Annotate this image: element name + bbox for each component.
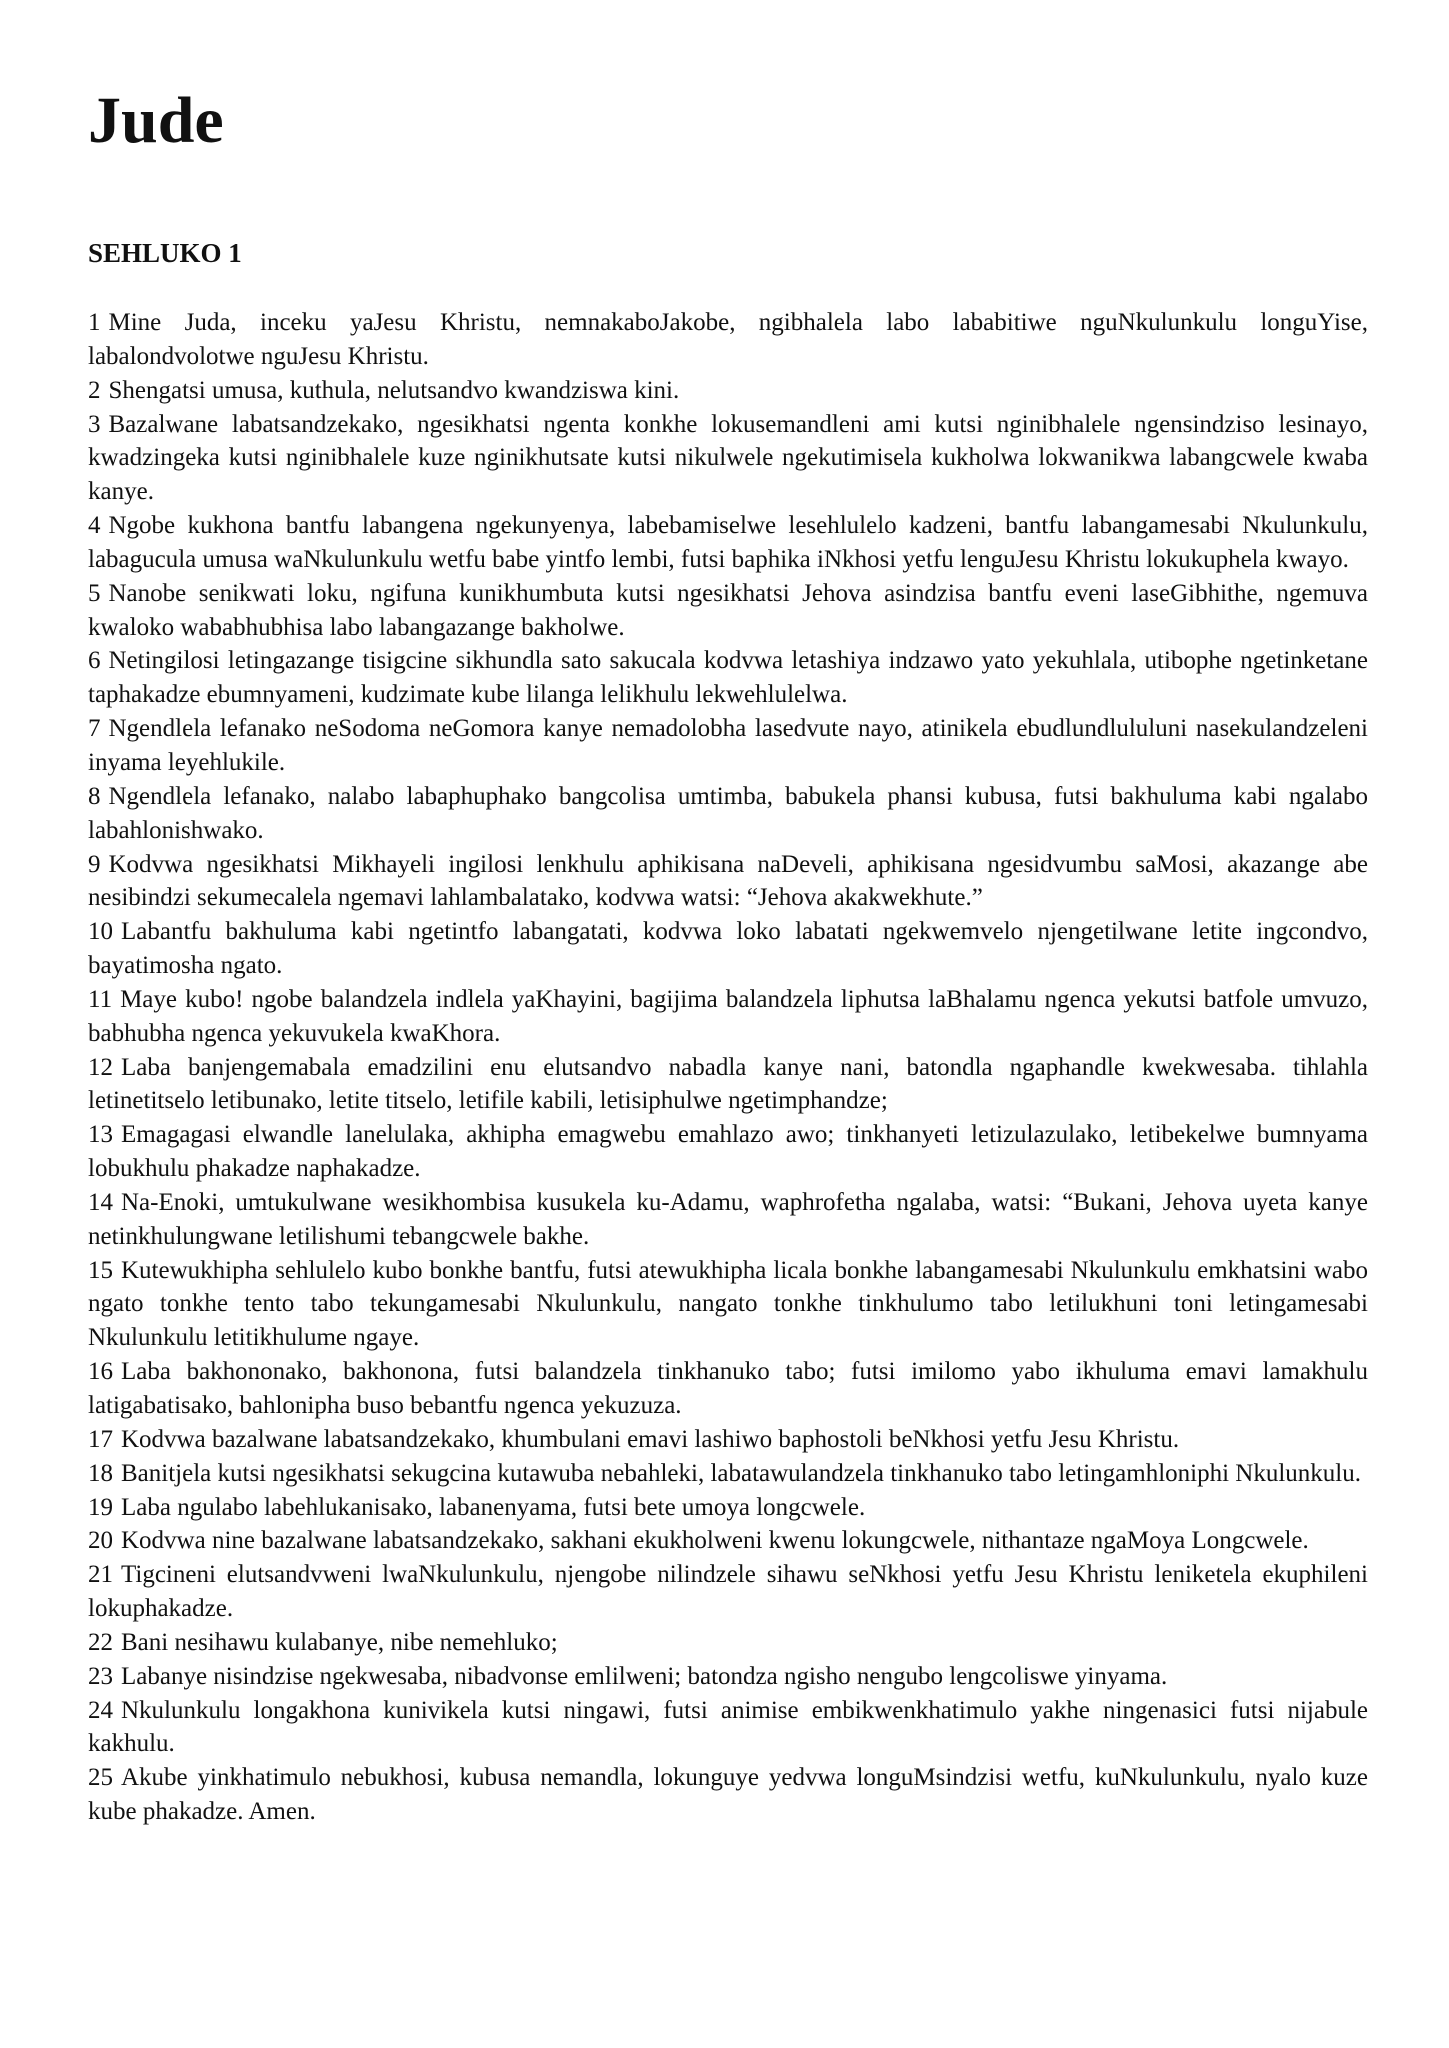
verse-text: Labantfu bakhuluma kabi ngetintfo labangatati, kodvwa loko labatati ngekwemvelo njengetilwane letite ingcondvo, bayatimosha ngato. xyxy=(88,918,1368,980)
verse-text: Shengatsi umusa, kuthula, nelutsandvo kwandziswa kini. xyxy=(108,376,680,404)
verse-text: Mine Juda, inceku yaJesu Khristu, nemnakaboJakobe, ngibhalela labo lababitiwe nguNkulunkulu longuYise, labalondvolotwe nguJesu Khristu. xyxy=(88,309,1368,370)
verse-list xyxy=(88,306,1368,1829)
verse-17 xyxy=(88,1423,1368,1457)
verse-1 xyxy=(88,306,1368,374)
verse-text: Ngendlela lefanako neSodoma neGomora kanye nemadolobha lasedvute nayo, atinikela ebudlundlululuni nasekulandzeleni inyama leyehlukile. xyxy=(88,715,1368,776)
verse-15 xyxy=(88,1254,1368,1356)
verse-number: 19 xyxy=(88,1493,113,1521)
verse-text: Banitjela kutsi ngesikhatsi sekugcina kutawuba nebahleki, labatawulandzela tinkhanuko tabo letingamhloniphi Nkulunkulu. xyxy=(121,1459,1361,1487)
verse-number: 14 xyxy=(88,1188,113,1216)
verse-text: Kodvwa ngesikhatsi Mikhayeli ingilosi lenkhulu aphikisana naDeveli, aphikisana ngesidvumbu saMosi, akazange abe nesibindzi sekumecalela ngemavi lahlambalatako, kodvwa watsi: “Jehova akakwekhute.” xyxy=(88,850,1368,912)
book-title: Jude xyxy=(88,84,224,157)
verse-text: Kodvwa bazalwane labatsandzekako, khumbulani emavi lashiwo baphostoli beNkhosi yetfu Jesu Khristu. xyxy=(121,1425,1180,1453)
verse-text: Laba bakhononako, bakhonona, futsi balandzela tinkhanuko tabo; futsi imilomo yabo ikhuluma emavi lamakhulu latigabatisako, bahlonipha buso bebantfu ngenca yekuzuza. xyxy=(88,1358,1368,1419)
verse-text: Ngendlela lefanako, nalabo labaphuphako bangcolisa umtimba, babukela phansi kubusa, futsi bakhuluma kabi ngalabo labahlonishwako. xyxy=(88,782,1368,844)
verse-number: 3 xyxy=(88,410,101,438)
verse-text: Laba ngulabo labehlukanisako, labanenyama, futsi bete umoya longcwele. xyxy=(121,1493,866,1521)
verse-12 xyxy=(88,1051,1368,1119)
verse-13 xyxy=(88,1118,1368,1186)
verse-text: Laba banjengemabala emadzilini enu elutsandvo nabadla kanye nani, batondla ngaphandle kwekwesaba. tihlahla letinetitselo letibunako, letite titselo, letifile kabili, letisiphulwe ngetimphandze; xyxy=(88,1053,1368,1115)
verse-number: 2 xyxy=(88,376,101,404)
verse-text: Bani nesihawu kulabanye, nibe nemehluko; xyxy=(121,1628,558,1656)
verse-19 xyxy=(88,1491,1368,1525)
verse-text: Netingilosi letingazange tisigcine sikhundla sato sakucala kodvwa letashiya indzawo yato yekuhlala, utibophe ngetinketane taphakadze ebumnyameni, kudzimate kube lilanga lelikhulu lekwehlulelwa. xyxy=(88,647,1368,709)
chapter-heading: SEHLUKO 1 xyxy=(88,238,242,268)
verse-20 xyxy=(88,1524,1368,1558)
verse-25 xyxy=(88,1761,1368,1829)
verse-number: 24 xyxy=(88,1696,113,1724)
verse-text: Na-Enoki, umtukulwane wesikhombisa kusukela ku-Adamu, waphrofetha ngalaba, watsi: “Bukani, Jehova uyeta kanye netinkhulungwane letilishumi tebangcwele bakhe. xyxy=(88,1188,1368,1250)
verse-text: Ngobe kukhona bantfu labangena ngekunyenya, labebamiselwe lesehlulelo kadzeni, bantfu labangamesabi Nkulunkulu, labagucula umusa waNkulunkulu wetfu babe yintfo lembi, futsi baphika iNkhosi yetfu lenguJesu Khristu lokukuphela kwayo. xyxy=(88,512,1368,573)
verse-number: 5 xyxy=(88,579,101,607)
verse-11 xyxy=(88,983,1368,1051)
verse-text: Tigcineni elutsandvweni lwaNkulunkulu, njengobe nilindzele sihawu seNkhosi yetfu Jesu Khristu leniketela ekuphileni lokuphakadze. xyxy=(88,1561,1368,1623)
verse-text: Bazalwane labatsandzekako, ngesikhatsi ngenta konkhe lokusemandleni ami kutsi nginibhalele ngensindziso lesinayo, kwadzingeka kutsi nginibhalele kuze nginikhutsate kutsi nikulwele ngekutimisela kukholwa lokwanikwa labangcwele kwaba kanye. xyxy=(88,410,1368,506)
verse-number: 4 xyxy=(88,512,101,540)
verse-number: 13 xyxy=(88,1121,113,1149)
verse-number: 9 xyxy=(88,850,101,878)
verse-3 xyxy=(88,408,1368,510)
verse-number: 7 xyxy=(88,715,101,743)
verse-5 xyxy=(88,577,1368,645)
verse-number: 18 xyxy=(88,1459,113,1487)
verse-text: Emagagasi elwandle lanelulaka, akhipha emagwebu emahlazo awo; tinkhanyeti letizulazulako, letibekelwe bumnyama lobukhulu phakadze naphakadze. xyxy=(88,1121,1368,1183)
verse-number: 16 xyxy=(88,1358,113,1386)
verse-number: 1 xyxy=(88,309,101,336)
verse-number: 23 xyxy=(88,1662,113,1690)
verse-number: 17 xyxy=(88,1425,113,1453)
verse-number: 22 xyxy=(88,1628,113,1656)
verse-number: 10 xyxy=(88,918,113,946)
verse-text: Nanobe senikwati loku, ngifuna kunikhumbuta kutsi ngesikhatsi Jehova asindzisa bantfu eveni laseGibhithe, ngemuva kwaloko wababhubhisa labo labangazange bakholwe. xyxy=(88,579,1368,641)
verse-2 xyxy=(88,374,1368,408)
verse-text: Akube yinkhatimulo nebukhosi, kubusa nemandla, lokunguye yedvwa longuMsindzisi wetfu, kuNkulunkulu, nyalo kuze kube phakadze. Amen. xyxy=(88,1764,1368,1826)
verse-number: 15 xyxy=(88,1256,113,1284)
verse-22 xyxy=(88,1626,1368,1660)
verse-number: 20 xyxy=(88,1527,113,1555)
verse-18 xyxy=(88,1457,1368,1491)
verse-7 xyxy=(88,712,1368,780)
verse-number: 12 xyxy=(88,1053,113,1081)
verse-text: Nkulunkulu longakhona kunivikela kutsi ningawi, futsi animise embikwenkhatimulo yakhe ningenasici futsi nijabule kakhulu. xyxy=(88,1696,1368,1758)
verse-4 xyxy=(88,509,1368,577)
verse-16 xyxy=(88,1355,1368,1423)
verse-24 xyxy=(88,1694,1368,1762)
verse-text: Kutewukhipha sehlulelo kubo bonkhe bantfu, futsi atewukhipha licala bonkhe labangamesabi Nkulunkulu emkhatsini wabo ngato tonkhe tento tabo tekungamesabi Nkulunkulu, nangato tonkhe tinkhulumo tabo letilukhuni toni letingamesabi Nkulunkulu letitikhulume ngaye. xyxy=(88,1256,1368,1352)
verse-9 xyxy=(88,848,1368,916)
verse-21 xyxy=(88,1558,1368,1626)
verse-number: 11 xyxy=(88,985,113,1013)
verse-text: Maye kubo! ngobe balandzela indlela yaKhayini, bagijima balandzela liphutsa laBhalamu ngenca yekutsi batfole umvuzo, babhubha ngenca yekuvukela kwaKhora. xyxy=(88,985,1368,1047)
verse-text: Kodvwa nine bazalwane labatsandzekako, sakhani ekukholweni kwenu lokungcwele, nithantaze ngaMoya Longcwele. xyxy=(121,1527,1309,1555)
verse-14 xyxy=(88,1186,1368,1254)
verse-6 xyxy=(88,644,1368,712)
verse-10 xyxy=(88,915,1368,983)
verse-23 xyxy=(88,1660,1368,1694)
verse-number: 25 xyxy=(88,1764,113,1792)
verse-number: 21 xyxy=(88,1561,113,1589)
verse-number: 8 xyxy=(88,782,101,810)
verse-number: 6 xyxy=(88,647,101,675)
verse-text: Labanye nisindzise ngekwesaba, nibadvonse emlilweni; batondza ngisho nengubo lengcoliswe yinyama. xyxy=(121,1662,1168,1690)
verse-8 xyxy=(88,780,1368,848)
